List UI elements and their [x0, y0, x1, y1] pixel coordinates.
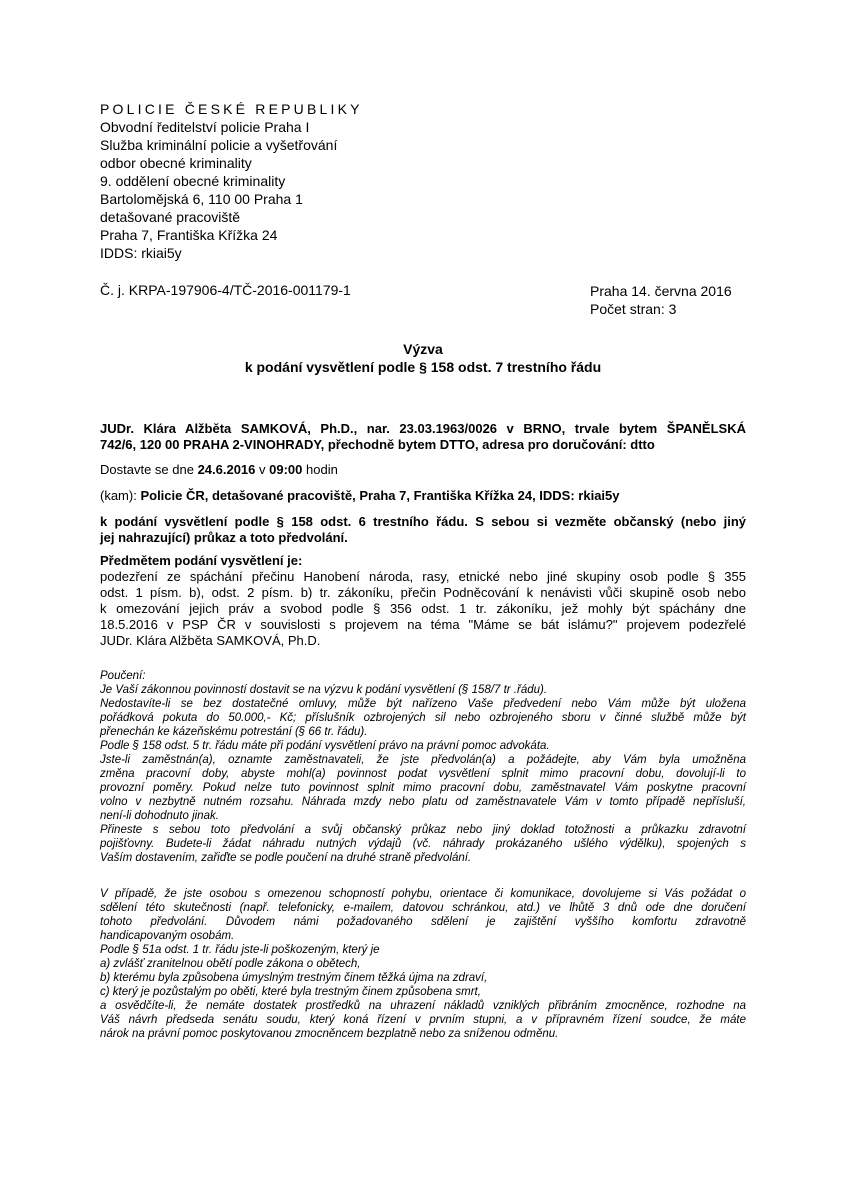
instruction-line: Podle § 158 odst. 5 tr. řádu máte při podání vysvětlení právo na právní pomoc advokáta. [100, 740, 550, 752]
police-name: POLICIE ČESKÉ REPUBLIKY [100, 101, 363, 117]
instruction-line: Vaším dostavením, zařiďte se podle poučení na druhé straně předvolání. [100, 852, 472, 864]
subject-line: podezření ze spáchání přečinu Hanobení národa, rasy, etnické nebo jiné skupiny osob podle § 355 [100, 569, 746, 584]
subject-line: odst. 1 písm. b), odst. 2 písm. b) tr. zákoníku, přečin Podněcování k nenávisti vůči skupině osob nebo [100, 585, 746, 600]
instruction-line: Nedostavíte-li se bez dostatečné omluvy, může být nařízeno Vaše předvedení nebo Vám může být uložena [100, 698, 746, 710]
notice-line: sdělení této skutečnosti (např. telefonicky, e-mailem, datovou schránkou, atd.) ve lhůtě 3 dnů ode dne doručení [100, 902, 746, 914]
header-line: detašované pracoviště [100, 209, 241, 225]
instruction-line: Přineste s sebou toto předvolání a svůj občanský průkaz nebo jiný doklad totožnosti a průkazku zdravotní [100, 824, 746, 836]
instruction-line: není-li dohodnuto jinak. [100, 810, 219, 822]
notice-line: a osvědčíte-li, že nemáte dostatek prostředků na uhrazení nákladů vzniklých přibráním zmocněnce, rozhodne na [100, 1000, 746, 1012]
notice-line: b) kterému byla způsobena úmyslným trestným činem těžká újma na zdraví, [100, 972, 488, 984]
header-line: Praha 7, Františka Křížka 24 [100, 227, 278, 243]
date-block [590, 282, 732, 318]
document-date: Praha 14. června 2016 [590, 283, 732, 299]
reference-number: Č. j. KRPA-197906-4/TČ-2016-001179-1 [100, 282, 351, 298]
appearance-date: 24.6.2016 [197, 462, 256, 477]
header-line: IDDS: rkiai5y [100, 245, 182, 261]
instruction-line: změna pracovní doby, abyste mohl(a) povinnost podat vysvětlení splnit mimo pracovní dobu, dovolují-li to [100, 768, 746, 780]
subject-heading: Předmětem podání vysvětlení je: [100, 553, 303, 568]
title-line-2: k podání vysvětlení podle § 158 odst. 7 trestního řádu [244, 359, 602, 375]
purpose-paragraph [100, 514, 746, 546]
appearance-line: Dostavte se dne 24.6.2016 v 09:00 hodin [100, 462, 338, 477]
notice-line: a) zvlášť zranitelnou obětí podle zákona o obětech, [100, 958, 361, 970]
purpose-line-1: k podání vysvětlení podle § 158 odst. 6 trestního řádu. S sebou si vezměte občanský (nebo jiný [100, 514, 746, 529]
notice-line: tohoto předvolání. Důvodem námi požadovaného sdělení je zajištění vyššího komfortu zdravotně [100, 916, 746, 928]
instruction-line: pojišťovny. Budete-li žádat náhradu nutných výdajů (vč. náhrady prokázaného ušlého výdělku), spojených s [100, 838, 746, 850]
subject-section [100, 553, 746, 649]
notice-line: Podle § 51a odst. 1 tr. řádu jste-li poškozeným, který je [100, 944, 380, 956]
header-line: Bartolomějská 6, 110 00 Praha 1 [100, 191, 303, 207]
person-line-1: JUDr. Klára Alžběta SAMKOVÁ, Ph.D., nar. 23.03.1963/0026 v BRNO, trvale bytem ŠPANĚLSKÁ [100, 421, 746, 436]
notice-line: handicapovaným osobám. [100, 930, 235, 942]
instruction-line: volno v nezbytně nutném rozsahu. Náhrada mzdy nebo platu od zaměstnavatele Vám v tomto případě nepřísluší, [100, 796, 746, 808]
purpose-line-2: jej nahrazující) průkaz a toto předvolání. [100, 530, 348, 545]
person-line-2: 742/6, 120 00 PRAHA 2-VINOHRADY, přechodně bytem DTTO, adresa pro doručování: dtto [100, 437, 655, 452]
instruction-line: Je Vaší zákonnou povinností dostavit se na výzvu k podání vysvětlení (§ 158/7 tr .řádu). [100, 684, 548, 696]
instructions-section [100, 669, 746, 865]
notice-line: c) který je pozůstalým po oběti, které byla trestným činem způsobena smrt, [100, 986, 481, 998]
instruction-line: provozní poměry. Pokud nelze tuto povinnost splnit mimo pracovní dobu, zaměstnavatel Vám poskytne pracovní [100, 782, 746, 794]
header-line: Obvodní ředitelství policie Praha I [100, 119, 310, 135]
place-value: Policie ČR, detašované pracoviště, Praha 7, Františka Křížka 24, IDDS: rkiai5y [140, 488, 620, 503]
instructions-heading: Poučení: [100, 670, 146, 682]
instruction-line: pořádková pokuta do 50.000,- Kč; příslušník ozbrojených sil nebo ozbrojeného sboru v činné službě může být [100, 712, 746, 724]
document-title [100, 340, 746, 376]
office-header [100, 100, 363, 262]
header-line: odbor obecné kriminality [100, 155, 252, 171]
subject-line: 18.5.2016 v PSP ČR v souvislosti s projevem na téma "Máme se bát islámu?" projevem podezřelé [100, 617, 746, 632]
subject-line: JUDr. Klára Alžběta SAMKOVÁ, Ph.D. [100, 633, 321, 648]
notice-line: nárok na právní pomoc poskytovanou zmocněncem bezplatně nebo za sníženou odměnu. [100, 1028, 559, 1040]
page-count: Počet stran: 3 [590, 301, 677, 317]
disability-section [100, 887, 746, 1041]
notice-line: Váš návrh předseda senátu soudu, který koná řízení v prvním stupni, a v přípravném řízení soudce, že máte [100, 1014, 746, 1026]
appearance-time: 09:00 [269, 462, 303, 477]
subject-line: k omezování jejich práv a svobod podle § 356 odst. 1 tr. zákoníku, jež mohly být spáchány dne [100, 601, 746, 616]
header-line: 9. oddělení obecné kriminality [100, 173, 286, 189]
instruction-line: přenechán ke kázeňskému potrestání (§ 66 tr. řádu). [100, 726, 368, 738]
title-line-1: Výzva [403, 341, 443, 357]
instruction-line: Jste-li zaměstnán(a), oznamte zaměstnavateli, že jste předvolán(a) a požádejte, aby Vám byla umožněna [100, 754, 746, 766]
person-details [100, 421, 746, 453]
header-line: Služba kriminální policie a vyšetřování [100, 137, 338, 153]
notice-line: V případě, že jste osobou s omezenou schopností pohybu, orientace či komunikace, dovolujeme si Vás požádat o [100, 888, 746, 900]
place-line: (kam): Policie ČR, detašované pracoviště, Praha 7, Františka Křížka 24, IDDS: rkiai5y [100, 488, 620, 503]
